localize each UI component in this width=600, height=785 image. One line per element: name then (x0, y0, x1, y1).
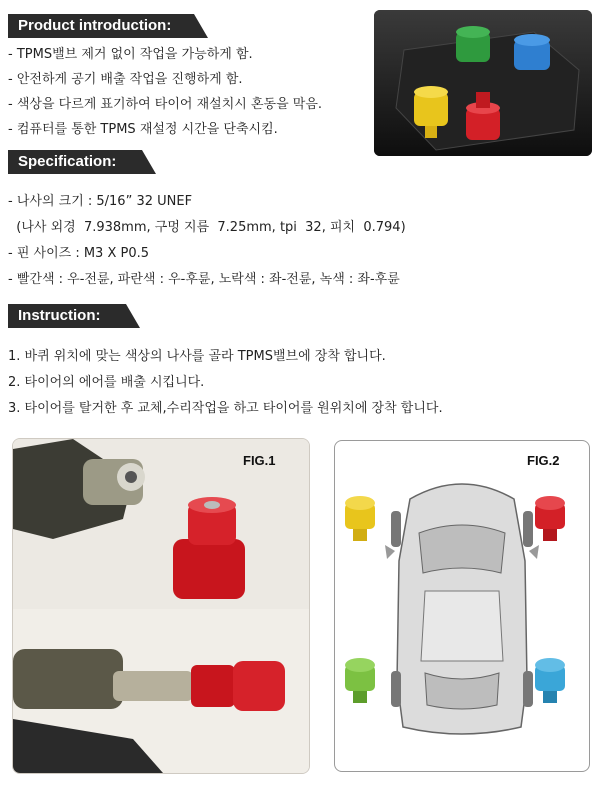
instruction-step-2: 2. 타이어의 에어를 배출 시킵니다. (8, 375, 205, 390)
intro-line-2: - 안전하게 공기 배출 작업을 진행하게 함. (8, 72, 243, 87)
intro-line-3: - 색상을 다르게 표기하여 타이어 재설치시 혼동을 막음. (8, 97, 323, 112)
section-title: Instruction: (18, 307, 101, 324)
section-header-specification (8, 150, 142, 174)
fig1-label: FIG.1 (243, 453, 276, 468)
fig2-car-diagram (335, 441, 589, 771)
fig1-panel (12, 438, 310, 774)
yellow-adapter-left-front (345, 496, 375, 541)
red-adapter-right-front (535, 496, 565, 541)
fig2-label: FIG.2 (527, 453, 560, 468)
section-header-instruction (8, 304, 126, 328)
spec-line-4: - 빨간색 : 우-전륜, 파란색 : 우-후륜, 노락색 : 좌-전륜, 녹색 : 좌-후륜 (8, 272, 400, 287)
fig2-panel (334, 440, 590, 772)
instruction-step-1: 1. 바퀴 위치에 맞는 색상의 나사를 골라 TPMS밸브에 장착 합니다. (8, 349, 386, 364)
product-photo-illustration (374, 10, 592, 156)
green-adapter-left-rear (345, 658, 375, 703)
product-photo (374, 10, 592, 156)
instruction-step-3: 3. 타이어를 탈거한 후 교체,수리작업을 하고 타이어를 원위치에 장착 합니다. (8, 401, 443, 416)
section-title: Product introduction: (18, 17, 172, 34)
spec-line-1: - 나사의 크기 : 5/16” 32 UNEF (8, 194, 193, 209)
section-header-product-intro (8, 14, 194, 38)
intro-line-1: - TPMS밸브 제거 없이 작업을 가능하게 함. (8, 47, 253, 62)
intro-line-4: - 컴퓨터를 통한 TPMS 재설정 시간을 단축시킴. (8, 122, 278, 137)
fig1-photo (13, 439, 309, 773)
blue-adapter-right-rear (535, 658, 565, 703)
spec-line-3: - 핀 사이즈 : M3 X P0.5 (8, 246, 150, 261)
spec-line-2: (나사 외경 7.938mm, 구멍 지름 7.25mm, tpi 32, 피치 0.794) (8, 220, 406, 235)
section-title: Specification: (18, 153, 117, 170)
